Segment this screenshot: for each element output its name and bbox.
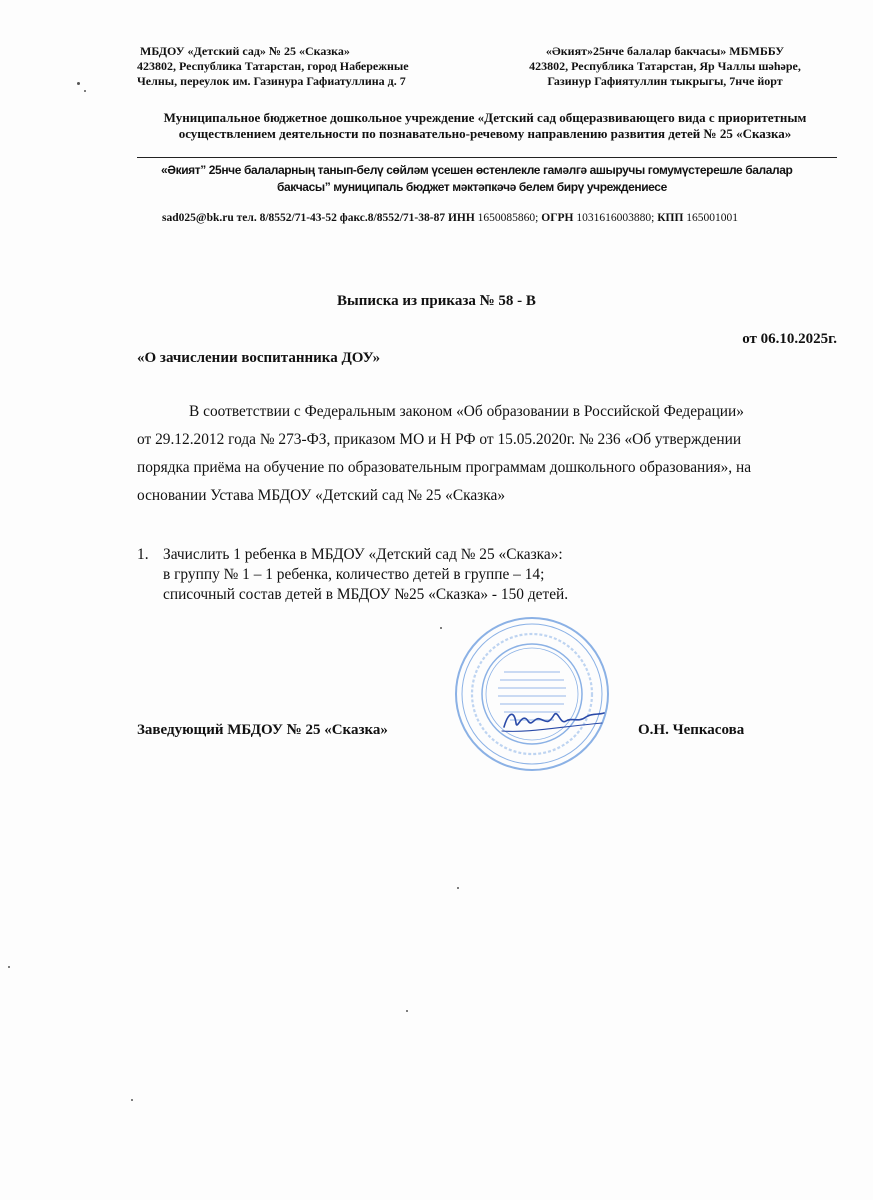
header-left-line2: 423802, Республика Татарстан, город Набережные <box>137 59 409 73</box>
order-item-line: Зачислить 1 ребенка в МБДОУ «Детский сад № 25 «Сказка»: <box>163 546 563 563</box>
organization-tatar-name <box>137 162 837 196</box>
inn-label: ИНН <box>447 212 475 224</box>
body-paragraph <box>137 398 827 510</box>
body-line: В соответствии с Федеральным законом «Об образовании в Российской Федерации» <box>189 403 744 420</box>
order-item-line: в группу № 1 – 1 ребенка, количество детей в группе – 14; <box>163 566 545 583</box>
scan-speck <box>440 627 442 629</box>
header-divider <box>137 157 837 158</box>
tatar-name-line2: бакчасы” муниципаль бюджет мәктәпкәчә белем бирү учреждениесе <box>277 180 667 194</box>
signatory-name: О.Н. Чепкасова <box>638 722 745 738</box>
header-right-block <box>500 44 830 89</box>
inn-value: 1650085860; <box>477 212 539 224</box>
handwritten-signature-icon <box>498 703 608 739</box>
header-right-line3: Газинур Гафиятуллин тыкрыгы, 7нче йорт <box>547 74 783 88</box>
header-right-line2: 423802, Республика Татарстан, Яр Чаллы шәһәре, <box>529 59 801 73</box>
official-seal-icon <box>452 614 612 774</box>
order-item-number: 1. <box>137 546 149 563</box>
scan-speck <box>77 82 80 85</box>
document-title: Выписка из приказа № 58 - В <box>337 293 536 309</box>
organization-full-name: Муниципальное бюджетное дошкольное учреждение «Детский сад общеразвивающего вида с приоритетным осуществлением деятельности по познавательно-речевому направлению развития детей № 25 «Сказка» <box>163 110 807 141</box>
document-date: от 06.10.2025г. <box>742 331 837 347</box>
tatar-name-line1: «Әкият” 25нче балаларның танып-белү сөйләм үсешен өстенлекле гамәлгә ашыручы гомумүстерешле балалар <box>161 163 793 177</box>
ogrn-value: 1031616003880; <box>576 212 655 224</box>
header-right-line1: «Әкият»25нче балалар бакчасы» МБМББУ <box>545 44 785 58</box>
header-left-block <box>137 44 467 89</box>
document-subject: «О зачислении воспитанника ДОУ» <box>137 350 381 366</box>
ogrn-label: ОГРН <box>541 212 574 224</box>
scan-speck <box>406 1010 408 1012</box>
scan-speck <box>8 966 10 968</box>
body-line: основании Устава МБДОУ «Детский сад № 25 «Сказка» <box>137 487 506 504</box>
header-left-line1: МБДОУ «Детский сад» № 25 «Сказка» <box>140 44 350 58</box>
signatory-role: Заведующий МБДОУ № 25 «Сказка» <box>137 722 388 738</box>
kpp-label: КПП <box>657 212 684 224</box>
scan-speck <box>457 887 459 889</box>
contacts-line <box>162 211 842 225</box>
scan-speck <box>84 90 86 92</box>
order-item-line: списочный состав детей в МБДОУ №25 «Сказка» - 150 детей. <box>163 586 569 603</box>
body-line: порядка приёма на обучение по образовательным программам дошкольного образования», на <box>137 459 752 476</box>
header-left-line3: Челны, переулок им. Газинура Гафиатуллина д. 7 <box>137 74 406 88</box>
kpp-value: 165001001 <box>686 212 739 224</box>
scan-speck <box>131 1099 133 1101</box>
body-line: от 29.12.2012 года № 273-ФЗ, приказом МО и Н РФ от 15.05.2020г. № 236 «Об утверждении <box>137 431 742 448</box>
contacts-email-phone: sad025@bk.ru тел. 8/8552/71-43-52 факс.8/8552/71-38-87 <box>162 212 446 224</box>
